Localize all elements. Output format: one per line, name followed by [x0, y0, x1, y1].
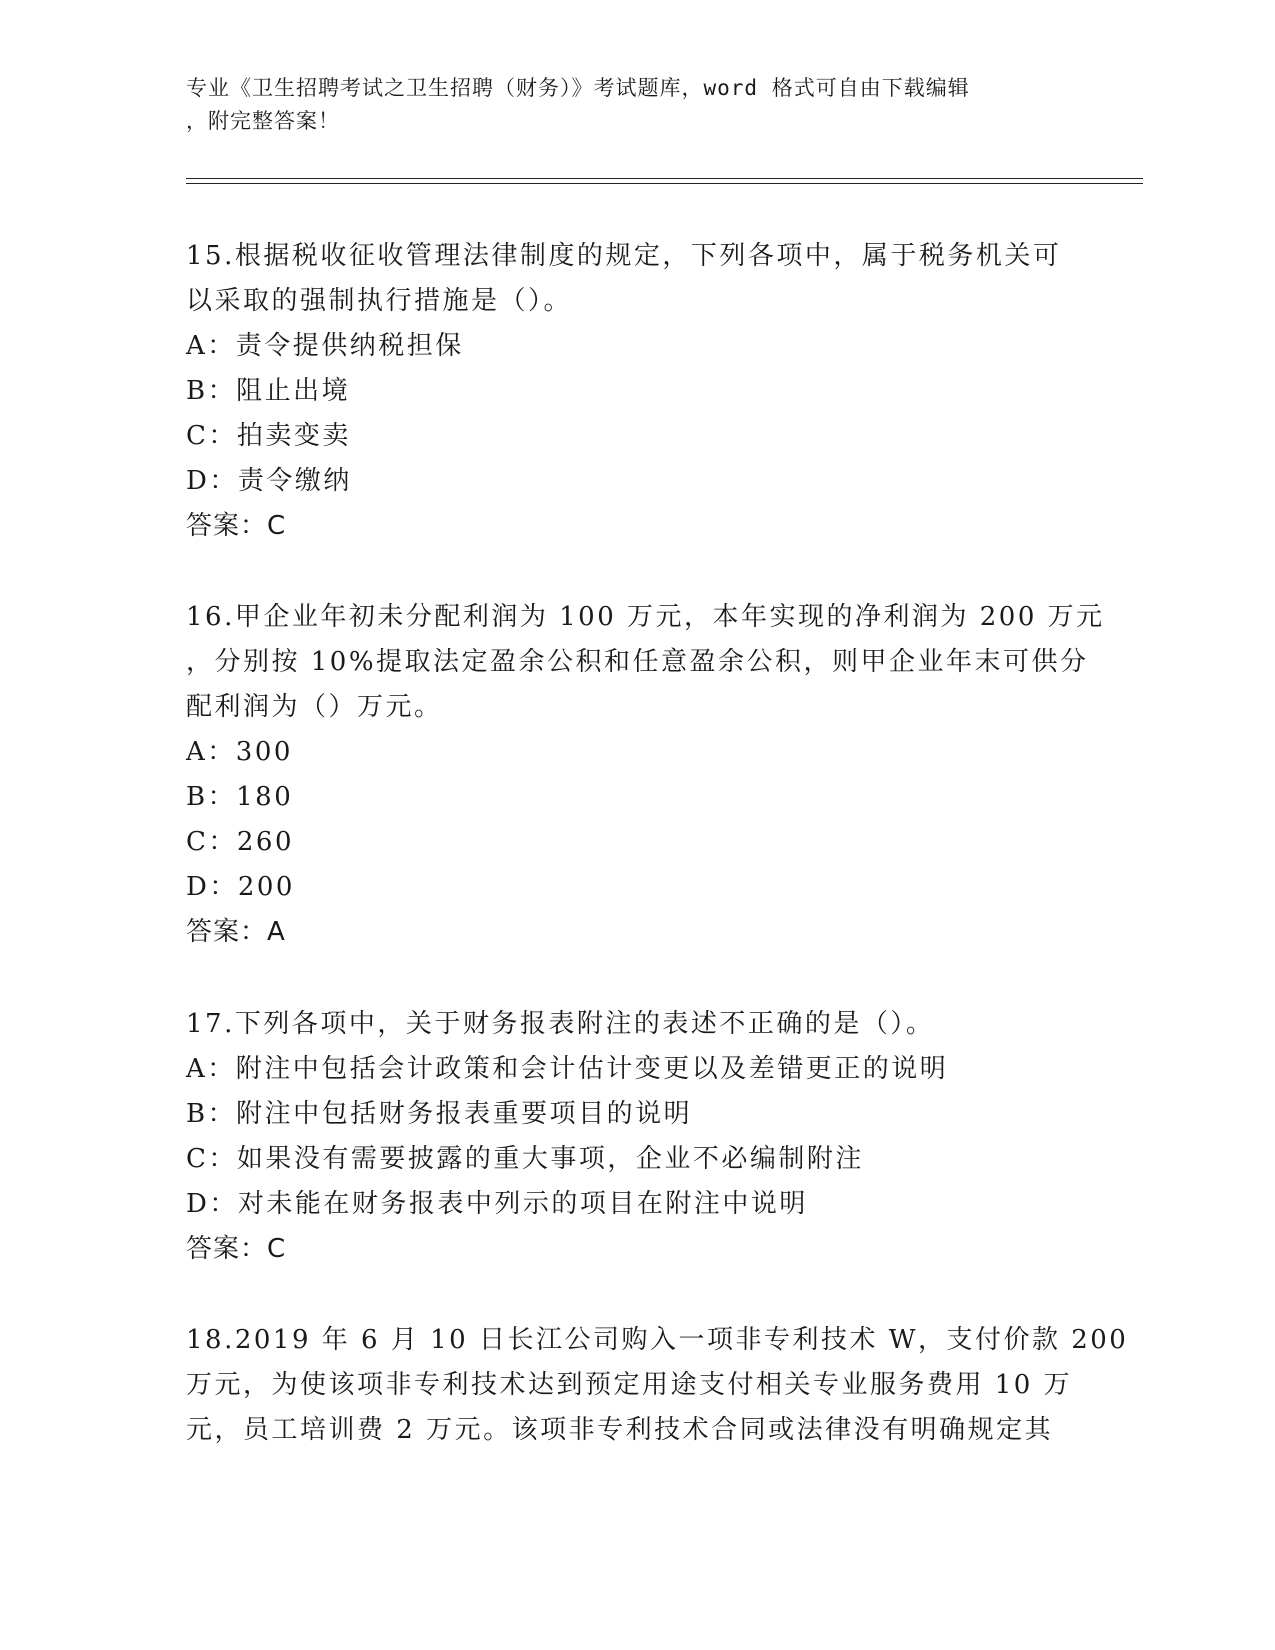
question-15 [186, 234, 1086, 549]
stem-line: 16.甲企业年初未分配利润为 100 万元，本年实现的净利润为 200 万元 [186, 602, 1105, 632]
document-header [186, 72, 1086, 138]
option-a: A：附注中包括会计政策和会计估计变更以及差错更正的说明 [186, 1054, 949, 1084]
question-stem [186, 595, 1105, 730]
stem-line: 配利润为（）万元。 [186, 692, 443, 722]
option-c: C：260 [186, 827, 295, 857]
option-c: C：如果没有需要披露的重大事项，企业不必编制附注 [186, 1144, 864, 1174]
option-b: B：180 [186, 782, 294, 812]
stem-line: 万元，为使该项非专利技术达到预定用途支付相关专业服务费用 10 万 [186, 1370, 1073, 1400]
option-d: D：200 [186, 872, 295, 902]
header-line-1: 专业《卫生招聘考试之卫生招聘（财务）》考试题库，word 格式可自由下载编辑 [186, 76, 970, 100]
question-stem [186, 1318, 1129, 1453]
header-divider-bottom [186, 183, 1143, 184]
question-stem [186, 234, 1086, 324]
option-a: A：责令提供纳税担保 [186, 331, 464, 361]
header-divider-top [186, 178, 1143, 179]
answer: 答案：C [186, 511, 287, 541]
option-a: A：300 [186, 737, 293, 767]
stem-line: 以采取的强制执行措施是（）。 [186, 286, 573, 316]
stem-line: 18.2019 年 6 月 10 日长江公司购入一项非专利技术 W，支付价款 200 [186, 1325, 1129, 1355]
question-17 [186, 1002, 1086, 1272]
option-b: B：附注中包括财务报表重要项目的说明 [186, 1099, 693, 1129]
stem-line: 15.根据税收征收管理法律制度的规定，下列各项中，属于税务机关可 [186, 241, 1062, 271]
option-d: D：责令缴纳 [186, 466, 352, 496]
option-c: C：拍卖变卖 [186, 421, 351, 451]
answer: 答案：C [186, 1234, 287, 1264]
option-d: D：对未能在财务报表中列示的项目在附注中说明 [186, 1189, 808, 1219]
question-stem [186, 1002, 1086, 1047]
answer: 答案：A [186, 917, 286, 947]
stem-line: 17.下列各项中，关于财务报表附注的表述不正确的是（）。 [186, 1009, 935, 1039]
stem-line: ，分别按 10%提取法定盈余公积和任意盈余公积，则甲企业年末可供分 [186, 647, 1089, 677]
question-18 [186, 1318, 1129, 1453]
question-16 [186, 595, 1105, 955]
header-line-2: ，附完整答案！ [186, 109, 340, 133]
option-b: B：阻止出境 [186, 376, 351, 406]
stem-line: 元，员工培训费 2 万元。该项非专利技术合同或法律没有明确规定其 [186, 1415, 1054, 1445]
